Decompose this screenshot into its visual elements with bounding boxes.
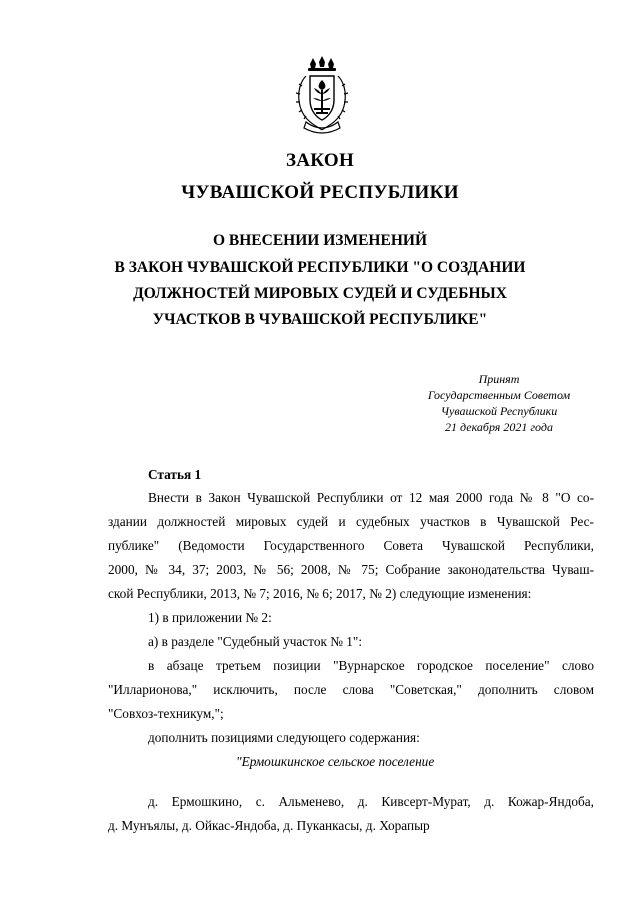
adoption-line: Чувашской Республики: [440, 404, 558, 418]
adoption-line: 21 декабря 2021 года: [445, 420, 553, 434]
adoption-note: [420, 371, 578, 435]
article-line: "Совхоз-техникум,";: [108, 706, 224, 721]
law-subject-line-3: ДОЛЖНОСТЕЙ МИРОВЫХ СУДЕЙ И СУДЕБНЫХ: [133, 285, 507, 302]
article-line: 1) в приложении № 2:: [148, 610, 272, 625]
article-line: д. Ермошкино, с. Альменево, д. Кивсерт-Мурат, д. Кожар-Яндоба,: [148, 794, 594, 809]
adoption-line: Принят: [478, 372, 520, 386]
article-line: ской Республики, 2013, № 7; 2016, № 6; 2017, № 2) следующие изменения:: [108, 586, 532, 601]
article-line: дополнить позициями следующего содержания:: [148, 730, 420, 745]
article-line: в абзаце третьем позиции "Вурнарское городское поселение" слово: [148, 658, 594, 673]
adoption-line: Государственным Советом: [427, 388, 571, 402]
article-line: публике" (Ведомости Государственного Совета Чувашской Республики,: [108, 538, 594, 553]
law-subject-line-4: УЧАСТКОВ В ЧУВАШСКОЙ РЕСПУБЛИКЕ": [152, 311, 488, 328]
article-line: "Ермошкинское сельское поселение: [236, 754, 435, 769]
article-heading: Статья 1: [148, 467, 202, 482]
article-line: а) в разделе "Судебный участок № 1":: [148, 634, 363, 649]
article-line: д. Мунъялы, д. Ойкас-Яндоба, д. Пуканкасы, д. Хорапыр: [108, 818, 430, 833]
article-line: 2000, № 34, 37; 2003, № 56; 2008, № 75; Собрание законодательства Чуваш-: [108, 562, 594, 577]
law-subject-line-2: В ЗАКОН ЧУВАШСКОЙ РЕСПУБЛИКИ "О СОЗДАНИИ: [114, 259, 526, 276]
law-subject-line-1: О ВНЕСЕНИИ ИЗМЕНЕНИЙ: [212, 232, 427, 249]
article-line: здании должностей мировых судей и судебных участков в Чувашской Рес-: [108, 514, 594, 529]
law-title-line-2: ЧУВАШСКОЙ РЕСПУБЛИКИ: [181, 182, 459, 203]
coat-of-arms-emblem: [292, 56, 352, 136]
article-line: "Илларионова," исключить, после слова "Советская," дополнить словом: [108, 682, 594, 697]
law-title-line-1: ЗАКОН: [285, 150, 355, 171]
article-line: Внести в Закон Чувашской Республики от 12 мая 2000 года № 8 "О со-: [148, 490, 594, 505]
